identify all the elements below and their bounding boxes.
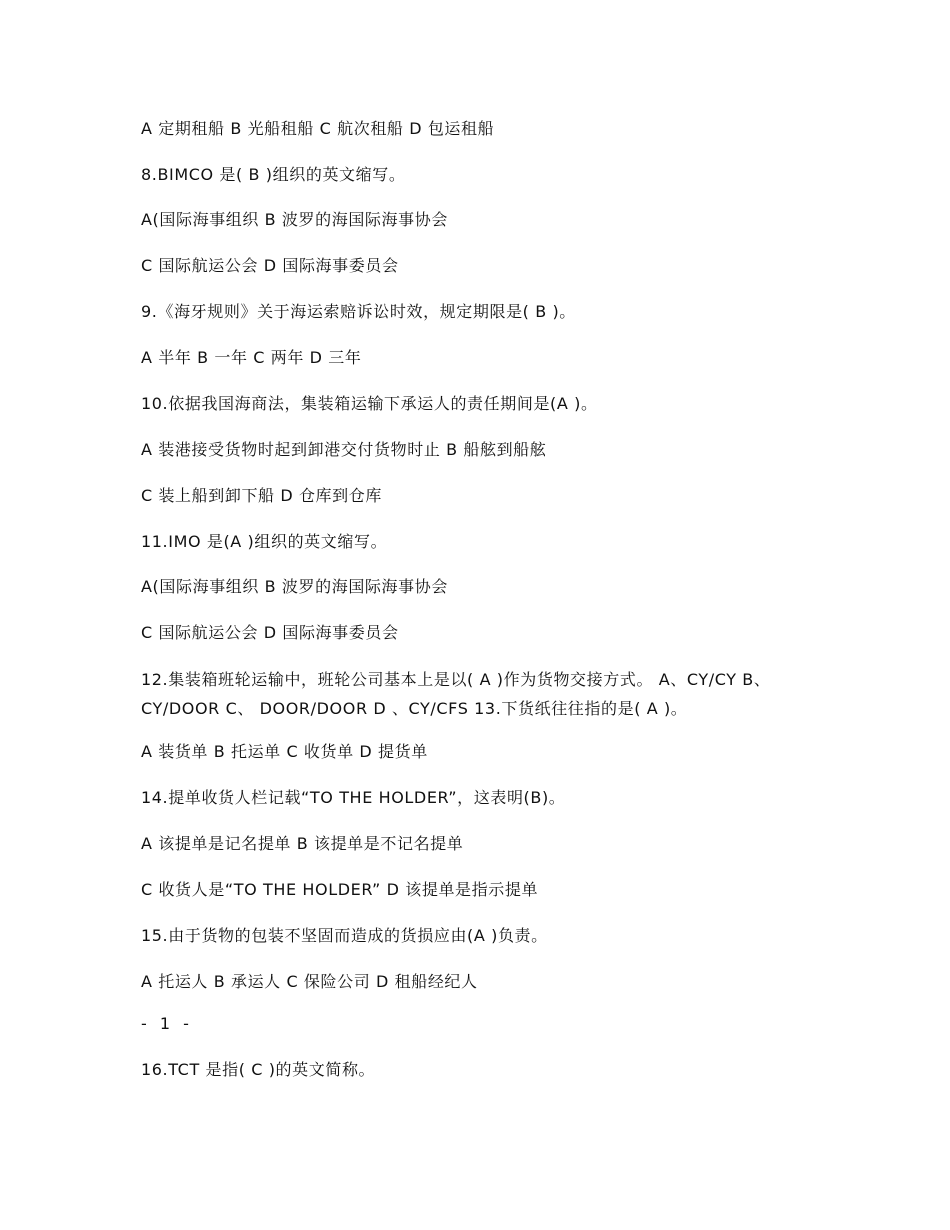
text-line-question-11: 11.IMO 是(A )组织的英文缩写。 xyxy=(141,532,388,551)
text-line-q13-options: A 装货单 B 托运单 C 收货单 D 提货单 xyxy=(141,742,428,761)
text-line-question-9: 9.《海牙规则》关于海运索赔诉讼时效，规定期限是( B )。 xyxy=(141,302,576,321)
text-line-question-8: 8.BIMCO 是( B )组织的英文缩写。 xyxy=(141,165,406,184)
text-line-options-charter-types: A 定期租船 B 光船租船 C 航次租船 D 包运租船 xyxy=(141,119,495,138)
text-line-question-15: 15.由于货物的包装不坚固而造成的货损应由(A )负责。 xyxy=(141,926,548,945)
text-line-q8-options-cd: C 国际航运公会 D 国际海事委员会 xyxy=(141,256,399,275)
text-paragraph-questions-12-13: 12.集装箱班轮运输中，班轮公司基本上是以( A )作为货物交接方式。 A、CY/CY B、CY/DOOR C、 DOOR/DOOR D 、CY/CFS 13.下货纸往往指的是( A )。 xyxy=(141,670,771,718)
text-line-q8-options-ab: A(国际海事组织 B 波罗的海国际海事协会 xyxy=(141,210,448,229)
text-line-q10-options-cd: C 装上船到卸下船 D 仓库到仓库 xyxy=(141,486,382,505)
text-line-question-16: 16.TCT 是指( C )的英文简称。 xyxy=(141,1060,376,1079)
text-line-q9-options: A 半年 B 一年 C 两年 D 三年 xyxy=(141,348,362,367)
text-line-q14-options-cd: C 收货人是“TO THE HOLDER” D 该提单是指示提单 xyxy=(141,880,539,899)
text-line-q10-options-ab: A 装港接受货物时起到卸港交付货物时止 B 船舷到船舷 xyxy=(141,440,547,459)
text-line-q15-options: A 托运人 B 承运人 C 保险公司 D 租船经纪人 xyxy=(141,972,478,991)
text-line-q14-options-ab: A 该提单是记名提单 B 该提单是不记名提单 xyxy=(141,834,464,853)
text-line-question-14: 14.提单收货人栏记载“TO THE HOLDER”，这表明(B)。 xyxy=(141,788,566,807)
text-line-q11-options-ab: A(国际海事组织 B 波罗的海国际海事协会 xyxy=(141,577,448,596)
page-number: - 1 - xyxy=(141,1014,193,1033)
text-line-q11-options-cd: C 国际航运公会 D 国际海事委员会 xyxy=(141,623,399,642)
text-line-question-10: 10.依据我国海商法，集装箱运输下承运人的责任期间是(A )。 xyxy=(141,394,598,413)
